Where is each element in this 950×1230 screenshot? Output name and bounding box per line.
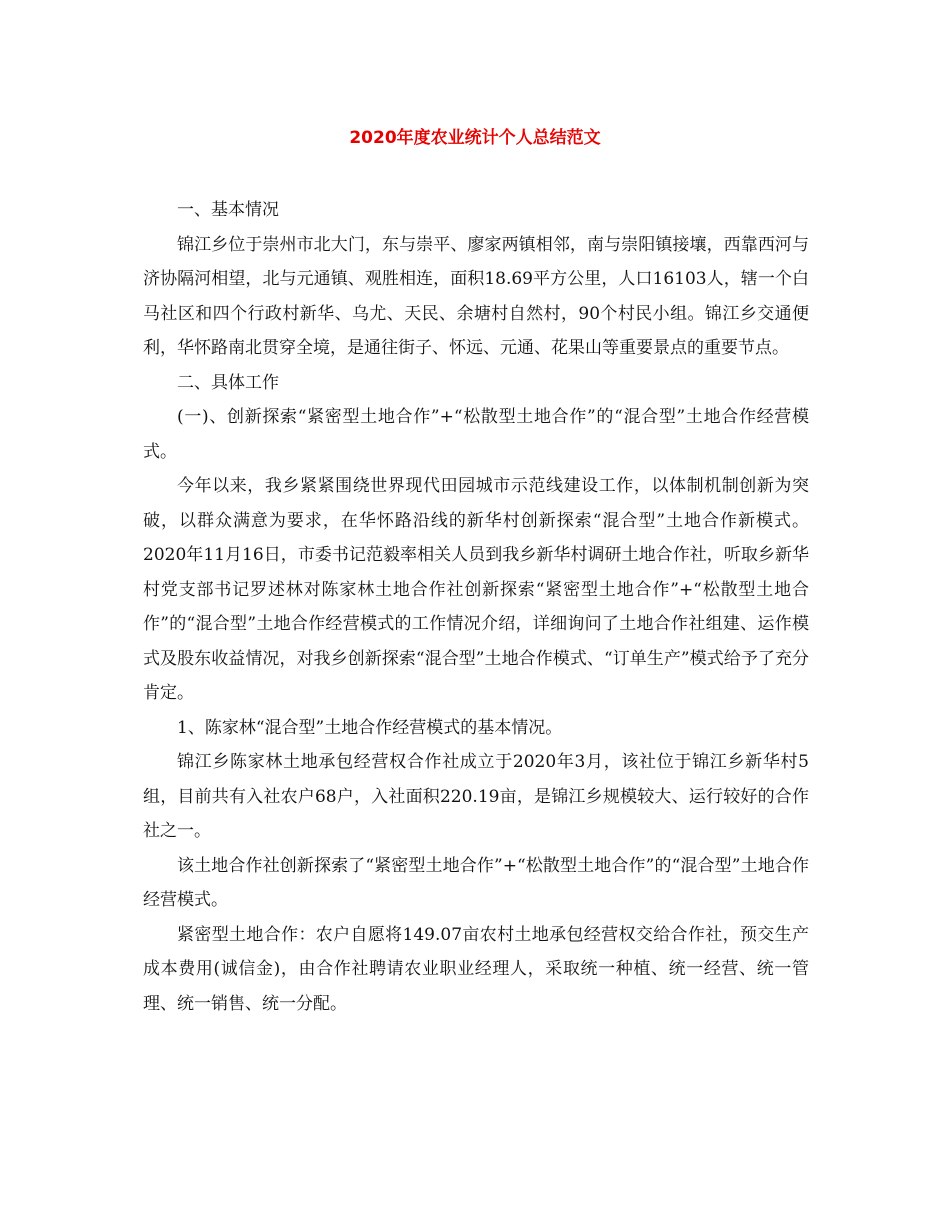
subsection-heading: (一)、创新探索“紧密型土地合作”+“松散型土地合作”的“混合型”土地合作经营模式。 — [143, 407, 809, 462]
section-heading: 一、基本情况 — [177, 200, 279, 220]
paragraph: 锦江乡陈家林土地承包经营权合作社成立于2020年3月，该社位于锦江乡新华村5组，目前共有入社农户68户，入社面积220.19亩，是锦江乡规模较大、运行较好的合作社之一。 — [143, 752, 809, 841]
paragraph: 锦江乡位于崇州市北大门，东与崇平、廖家两镇相邻，南与崇阳镇接壤，西靠西河与济协隔河相望，北与元通镇、观胜相连，面积18.69平方公里，人口16103人，辖一个白马社区和四个行政村新华、乌尤、天民、余塘村自然村，90个村民小组。锦江乡交通便利，华怀路南北贯穿全境，是通往街子、怀远、元通、花果山等重要景点的重要节点。 — [143, 234, 809, 358]
paragraph: 紧密型土地合作：农户自愿将149.07亩农村土地承包经营权交给合作社，预交生产成本费用(诚信金)，由合作社聘请农业职业经理人，采取统一种植、统一经营、统一管理、统一销售、统一分配。 — [143, 924, 809, 1014]
document-title: 2020年度农业统计个人总结范文 — [349, 128, 601, 148]
document-body — [143, 193, 809, 1021]
paragraph: 该土地合作社创新探索了“紧密型土地合作”+“松散型土地合作”的“混合型”土地合作经营模式。 — [143, 855, 809, 910]
subsection-heading: 1、陈家林“混合型”土地合作经营模式的基本情况。 — [177, 717, 563, 738]
paragraph: 今年以来，我乡紧紧围绕世界现代田园城市示范线建设工作，以体制机制创新为突破，以群众满意为要求，在华怀路沿线的新华村创新探索“混合型”土地合作新模式。2020年11月16日，市委书记范毅率相关人员到我乡新华村调研土地合作社，听取乡新华村党支部书记罗述林对陈家林土地合作社创新探索“紧密型土地合作”+“松散型土地合作”的“混合型”土地合作经营模式的工作情况介绍，详细询问了土地合作社组建、运作模式及股东收益情况，对我乡创新探索“混合型”土地合作模式、“订单生产”模式给予了充分肯定。 — [143, 476, 809, 703]
section-heading: 二、具体工作 — [177, 372, 279, 393]
